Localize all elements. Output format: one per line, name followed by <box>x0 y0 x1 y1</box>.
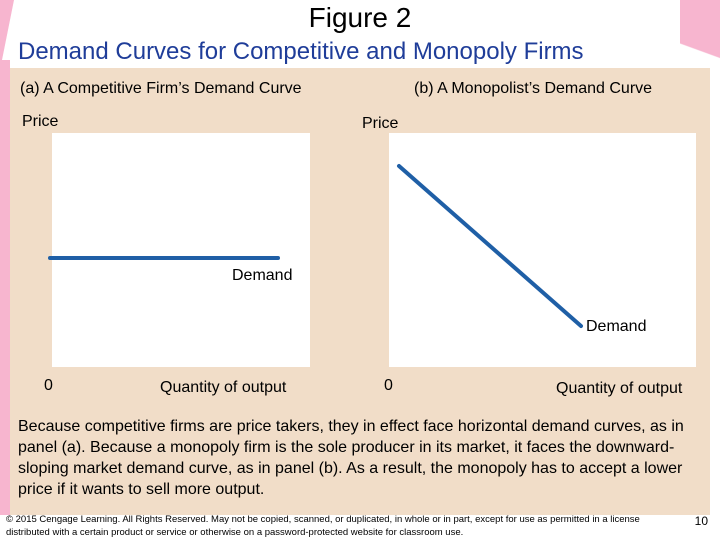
panel-a-y-axis-label: Price <box>22 113 59 130</box>
panel-a-demand-label: Demand <box>232 267 293 284</box>
panel-a-x-axis-label: Quantity of output <box>160 379 287 396</box>
page-number: 10 <box>694 514 708 528</box>
panel-a-origin-label: 0 <box>44 377 53 394</box>
figure-caption: Because competitive firms are price takers, they in effect face horizontal demand curves, as in panel (a). Because a monopoly firm is the sole producer in its market, it faces the downward-sloping market demand curve, as in panel (b). As a result, the monopoly has to accept a lower price if it wants to sell more output. <box>18 418 684 498</box>
panel-b-demand-label: Demand <box>586 318 647 335</box>
figure-subtitle: Demand Curves for Competitive and Monopoly Firms <box>18 38 584 65</box>
panel-b-x-axis-label: Quantity of output <box>556 380 683 397</box>
panel-b-label: (b) A Monopolist’s Demand Curve <box>414 80 653 97</box>
copyright-footer: © 2015 Cengage Learning. All Rights Reserved. May not be copied, scanned, or duplicated, in whole or in part, except for use as permitted in a license distributed with a certain product or service or otherwise on a password-protected website for classroom use. <box>6 514 640 538</box>
panel-b-origin-label: 0 <box>384 377 393 394</box>
figure-title: Figure 2 <box>308 2 412 33</box>
panel-a-label: (a) A Competitive Firm’s Demand Curve <box>20 80 302 97</box>
panel-b-demand-curve <box>399 166 581 326</box>
panel-b-y-axis-label: Price <box>362 115 399 132</box>
